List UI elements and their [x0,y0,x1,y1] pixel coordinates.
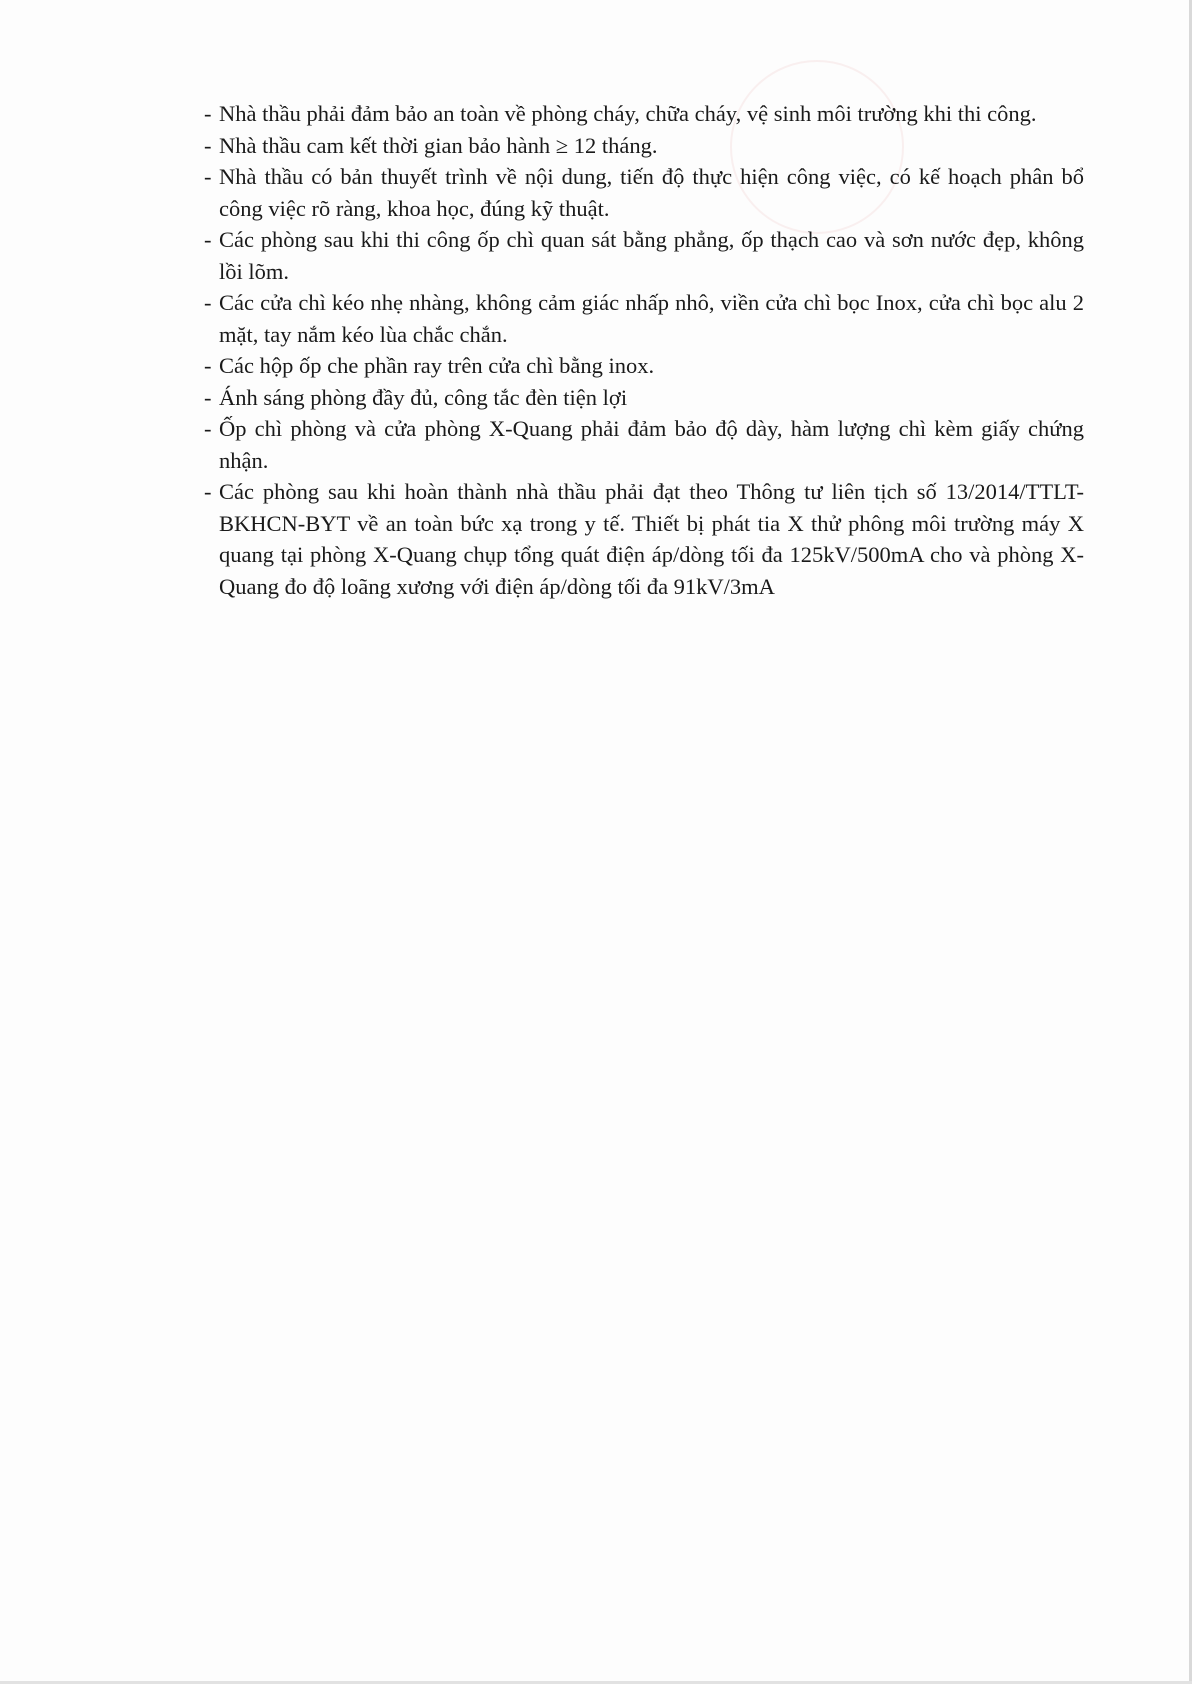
list-item [204,224,1084,287]
list-bullet: - [204,101,212,126]
list-bullet: - [204,479,212,504]
list-bullet: - [204,353,212,378]
list-item-text: Các phòng sau khi thi công ốp chì quan sát bằng phẳng, ốp thạch cao và sơn nước đẹp, không lồi lõm. [219,227,1084,284]
list-item [204,476,1084,602]
list-item-text: Các phòng sau khi hoàn thành nhà thầu phải đạt theo Thông tư liên tịch số 13/2014/TTLT-BKHCN-BYT về an toàn bức xạ trong y tế. Thiết bị phát tia X thử phông môi trường máy X quang tại phòng X-Quang chụp tổng quát điện áp/dòng tối đa 125kV/500mA cho và phòng X-Quang đo độ loãng xương với điện áp/dòng tối đa 91kV/3mA [219,479,1084,599]
list-item-text: Các cửa chì kéo nhẹ nhàng, không cảm giác nhấp nhô, viền cửa chì bọc Inox, cửa chì bọc alu 2 mặt, tay nắm kéo lùa chắc chắn. [219,290,1084,347]
list-bullet: - [204,227,212,252]
list-bullet: - [204,164,212,189]
requirements-list [204,98,1084,602]
list-item-text: Nhà thầu có bản thuyết trình về nội dung, tiến độ thực hiện công việc, có kế hoạch phân bổ công việc rõ ràng, khoa học, đúng kỹ thuật. [219,164,1084,221]
list-item [204,287,1084,350]
list-item [204,350,1084,382]
list-item-text: Các hộp ốp che phần ray trên cửa chì bằng inox. [219,353,655,378]
list-item [204,413,1084,476]
list-item [204,130,1084,162]
list-item-text: Ốp chì phòng và cửa phòng X-Quang phải đảm bảo độ dày, hàm lượng chì kèm giấy chứng nhận. [219,416,1084,473]
list-bullet: - [204,384,212,410]
list-item-text: Ánh sáng phòng đầy đủ, công tắc đèn tiện lợi [219,384,628,410]
list-item [204,161,1084,224]
list-item [204,382,1084,414]
list-bullet: - [204,290,212,315]
list-item-text: Nhà thầu cam kết thời gian bảo hành ≥ 12 tháng. [219,132,658,158]
list-item-text: Nhà thầu phải đảm bảo an toàn về phòng cháy, chữa cháy, vệ sinh môi trường khi thi công. [219,101,1037,126]
list-item [204,98,1084,130]
list-bullet: - [204,416,212,441]
list-bullet: - [204,132,212,158]
